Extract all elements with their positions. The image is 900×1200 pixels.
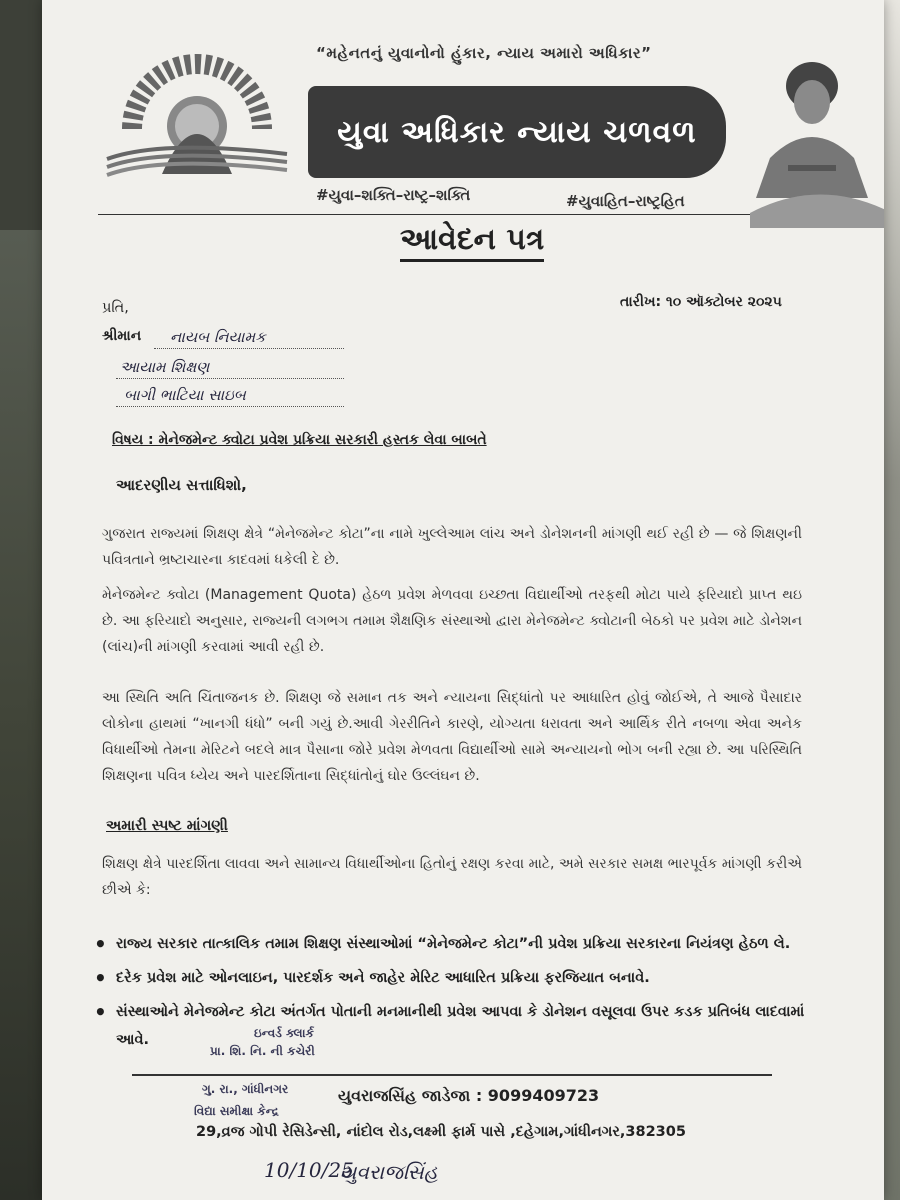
addressee-prefix: શ્રીમાન	[102, 328, 142, 344]
stamp-line: વિદ્યા સમીક્ષા કેન્દ્ર	[194, 1104, 279, 1118]
stamp-line: ગુ. રા., ગાંધીનગર	[202, 1082, 289, 1096]
stamp-line: ઇન્વર્ડ ક્લાર્ક	[254, 1026, 315, 1040]
to-label: પ્રતિ,	[102, 300, 129, 316]
addressee-line-1: નાયબ નિયામક	[170, 328, 266, 346]
addressee-dotted-line	[154, 348, 344, 349]
subject-line: વિષય : મેનેજમેન્ટ ક્વોટા પ્રવેશ પ્રક્રિયા સરકારી હસ્તક લેવા બાબતે	[112, 432, 487, 448]
paragraph: આ સ્થિતિ અતિ ચિંતાજનક છે. શિક્ષણ જે સમાન તક અને ન્યાયના સિદ્ધાંતો પર આધારિત હોવું જોઈએ, તે આજે પૈસાદાર લોકોના હાથમાં “ખાનગી ધંધો” બની ગયું છે.આવી ગેરરીતિને કારણે, યોગ્યતા ધરાવતા અને આર્થિક રીતે નબળા એવા અનેક વિધાર્થીઓ તેમના મેરિટને બદલે માત્ર પૈસાના જોરે પ્રવેશ મેળવતા વિદ્યાર્થીઓ સામે અન્યાયનો ભોગ બની રહ્યા છે. આ પરિસ્થિતિ શિક્ષણના પવિત્ર ધ્યેય અને પારદર્શિતાના સિદ્ધાંતોનું ઘોર ઉલ્લંઘન છે.	[102, 690, 802, 784]
paragraph: મેનેજમેન્ટ ક્વોટા (Management Quota) હેઠળ પ્રવેશ મેળવવા ઇચ્છતા વિદ્યાર્થીઓ તરફથી મોટા પાયે ફરિયાદો પ્રાપ્ત થઇ છે. આ ફરિયાદો અનુસાર, રાજ્યની લગભગ તમામ શૈક્ષણિક સંસ્થાઓ દ્વારા મેનેજમેન્ટ ક્વોટાની બેઠકો પર પ્રવેશ માટે ડોનેશન (લાંચ)ની માંગણી કરવામાં આવી રહી છે.	[102, 587, 802, 655]
demands-heading: અમારી સ્પષ્ટ માંગણી	[106, 818, 228, 834]
addressee-dotted-line	[116, 406, 344, 407]
addressee-line-2: આયામ શિક્ષણ	[120, 358, 210, 376]
stamp-line: પ્રા. શિ. નિ. ની કચેરી	[210, 1044, 315, 1058]
hashtag-right: #યુવાહિત–રાષ્ટ્રહિત	[566, 192, 685, 210]
portrait-icon	[750, 48, 884, 228]
list-item: • રાજ્ય સરકાર તાત્કાલિક તમામ શિક્ષણ સંસ્થાઓમાં “મેનેજમેન્ટ કોટા”ની પ્રવેશ પ્રક્રિયા સરકારના નિયંત્રણ હેઠળ લે.	[88, 930, 828, 958]
organization-logo-icon	[102, 34, 292, 184]
document-title: આવેદન પત્ર	[400, 222, 544, 262]
organization-banner	[308, 86, 726, 178]
document-date: તારીખ: ૧૦ ઑક્ટોબર ૨૦૨૫	[620, 294, 782, 310]
list-item: • સંસ્થાઓને મેનેજમેન્ટ કોટા અંતર્ગત પોતાની મનમાનીથી પ્રવેશ આપવા કે ડોનેશન વસૂલવા ઉપર કડક પ્રતિબંધ લાદવામાં આવે.	[88, 998, 828, 1054]
paragraph: ગુજરાત રાજ્યમાં શિક્ષણ ક્ષેત્રે “મેનેજમેન્ટ કોટા”ના નામે ખુલ્લેઆમ લાંચ અને ડોનેશનની માંગણી થઈ રહી છે — જે શિક્ષણની પવિત્રતાને ભ્રષ્ટાચારના કાદવમાં ધકેલી દે છે.	[102, 526, 802, 568]
demands-intro: શિક્ષણ ક્ષેત્રે પારદર્શિતા લાવવા અને સામાન્ય વિધાર્થીઓના હિતોનું રક્ષણ કરવા માટે, અમે સરકાર સમક્ષ ભારપૂર્વક માંગણી કરીએ છીએ કે:	[102, 856, 802, 898]
organization-name: યુવા અધિકાર ન્યાય ચળવળ	[337, 114, 697, 150]
slogan: “મહેનતનું યુવાનોનો હુંકાર, ન્યાય અમારો અધિકાર”	[316, 44, 652, 62]
addressee-line-3: બાગી ભાટિયા સાઇબ	[124, 386, 246, 404]
sender-address: 29,વ્રજ ગોપી રેસિડેન્સી, નાંદોલ રોડ,લક્ષ્મી ફાર્મ પાસે ,દહેગામ,ગાંધીનગર,382305	[196, 1124, 686, 1140]
hashtag-left: #યુવા–શક્તિ–રાષ્ટ્ર–શક્તિ	[316, 186, 471, 204]
list-item: • દરેક પ્રવેશ માટે ઓનલાઇન, પારદર્શક અને જાહેર મેરિટ આધારિત પ્રક્રિયા ફરજિયાત બનાવે.	[88, 964, 828, 992]
sender-name: યુવરાજસિંહ જાડેજા : 9099409723	[338, 1086, 600, 1105]
salutation: આદરણીય સત્તાધિશો,	[116, 476, 247, 494]
addressee-dotted-line	[116, 378, 344, 379]
signature-divider	[132, 1074, 772, 1076]
handwritten-date: 10/10/25	[264, 1158, 354, 1182]
inward-stamp	[190, 1026, 340, 1126]
letter-page	[42, 0, 884, 1200]
handwritten-signature: યુવરાજસિંહ	[340, 1160, 438, 1184]
letterhead	[98, 14, 848, 215]
